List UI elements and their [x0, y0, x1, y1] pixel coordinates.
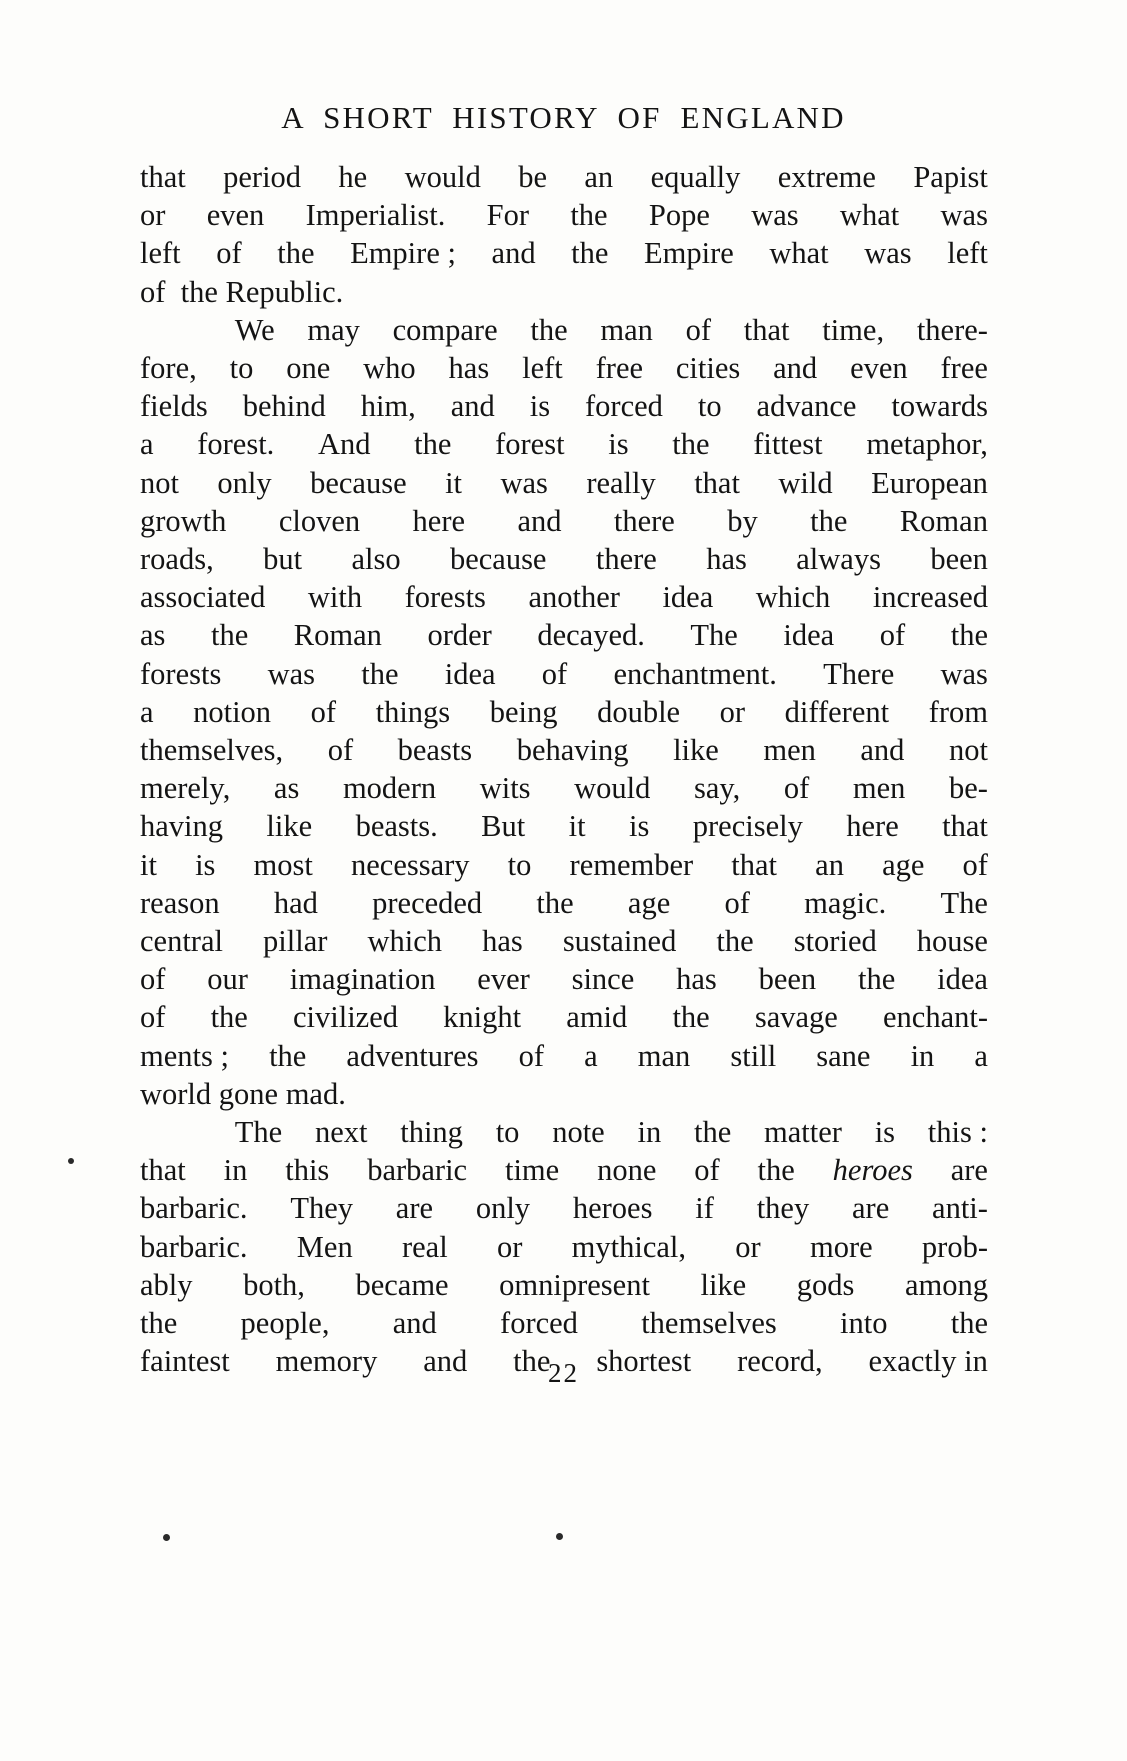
running-head: A SHORT HISTORY OF ENGLAND [281, 100, 846, 135]
text-line: faintest memory and the shortest record, exactly in [140, 1344, 988, 1379]
text-line: having like beasts. But it is precisely here that [140, 809, 988, 844]
ink-speck [163, 1534, 170, 1541]
text-line: associated with forests another idea which increased [140, 580, 988, 615]
text-line: of the civilized knight amid the savage enchant- [140, 1000, 988, 1035]
text-line: merely, as modern wits would say, of men be- [140, 771, 988, 806]
text-line: world gone mad. [140, 1076, 346, 1111]
text-line: ably both, became omnipresent like gods among [140, 1267, 988, 1302]
text-line: barbaric. They are only heroes if they are anti- [140, 1191, 988, 1226]
text-line: a forest. And the forest is the fittest metaphor, [140, 427, 988, 462]
text-line: roads, but also because there has always been [140, 542, 988, 577]
text-line: left of the Empire ; and the Empire what was left [140, 236, 988, 271]
text-line: fields behind him, and is forced to advance towards [140, 389, 988, 424]
text-line: themselves, of beasts behaving like men and not [140, 733, 988, 768]
text-line: not only because it was really that wild European [140, 465, 988, 500]
text-line: forests was the idea of enchantment. There was [140, 656, 988, 691]
text-line: fore, to one who has left free cities and even free [140, 351, 988, 386]
text-line: of the Republic. [140, 274, 344, 309]
text-line: that period he would be an equally extreme Papist [140, 160, 988, 194]
ink-speck [68, 1158, 74, 1164]
paragraph-1 [140, 158, 988, 311]
page-body [140, 158, 988, 1381]
text-line: ments ; the adventures of a man still sane in a [140, 1038, 988, 1073]
text-line: reason had preceded the age of magic. The [140, 885, 988, 920]
text-line: barbaric. Men real or mythical, or more prob- [140, 1229, 988, 1264]
text-line: that in this barbaric time none of the heroes are [140, 1153, 988, 1188]
text-line: The next thing to note in the matter is this : [234, 1115, 988, 1150]
text-line: it is most necessary to remember that an age of [140, 847, 988, 882]
text-line: We may compare the man of that time, there- [234, 312, 988, 347]
text-line: growth cloven here and there by the Roman [140, 503, 988, 538]
ink-speck [556, 1533, 563, 1540]
text-line: the people, and forced themselves into the [140, 1306, 988, 1341]
page-number: 22 [548, 1358, 579, 1388]
text-line: or even Imperialist. For the Pope was what was [140, 198, 988, 233]
text-line: of our imagination ever since has been the idea [140, 962, 988, 997]
text-line: a notion of things being double or different from [140, 694, 988, 729]
italic-word: heroes [832, 1153, 913, 1188]
paragraph-3 [140, 1113, 988, 1380]
text-line: central pillar which has sustained the storied house [140, 924, 988, 959]
paragraph-2 [140, 311, 988, 1113]
text-line: as the Roman order decayed. The idea of the [140, 618, 988, 653]
